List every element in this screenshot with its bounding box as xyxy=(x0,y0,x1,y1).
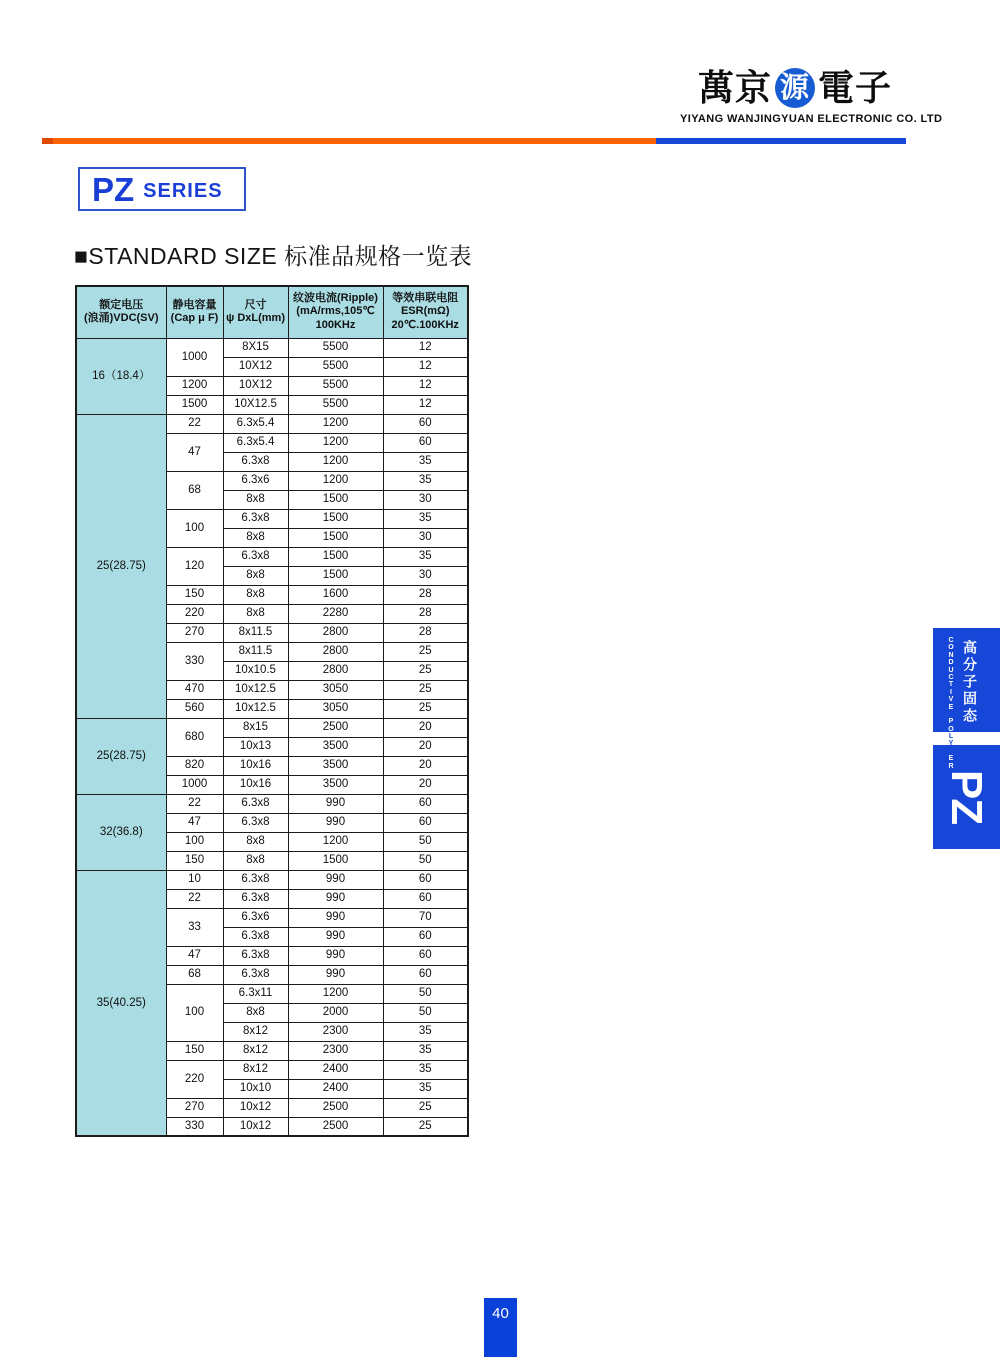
rule-blue-segment xyxy=(656,138,906,144)
esr-cell: 25 xyxy=(383,642,468,661)
ripple-cell: 990 xyxy=(288,927,383,946)
esr-cell: 50 xyxy=(383,851,468,870)
header-rated-voltage: 额定电压 (浪涌)VDC(SV) xyxy=(76,286,166,338)
ripple-cell: 2800 xyxy=(288,661,383,680)
ripple-cell: 1500 xyxy=(288,528,383,547)
esr-cell: 20 xyxy=(383,756,468,775)
esr-cell: 20 xyxy=(383,718,468,737)
esr-cell: 60 xyxy=(383,927,468,946)
esr-cell: 35 xyxy=(383,452,468,471)
size-cell: 8x12 xyxy=(223,1022,288,1041)
size-cell: 8x11.5 xyxy=(223,623,288,642)
voltage-cell: 35(40.25) xyxy=(76,870,166,1136)
ripple-cell: 990 xyxy=(288,813,383,832)
esr-cell: 35 xyxy=(383,471,468,490)
esr-cell: 25 xyxy=(383,699,468,718)
ripple-cell: 5500 xyxy=(288,338,383,357)
ripple-cell: 1500 xyxy=(288,509,383,528)
ripple-cell: 2400 xyxy=(288,1060,383,1079)
ripple-cell: 1600 xyxy=(288,585,383,604)
table-row xyxy=(76,414,468,433)
capacitance-cell: 68 xyxy=(166,471,223,509)
size-cell: 6.3x6 xyxy=(223,908,288,927)
esr-cell: 60 xyxy=(383,813,468,832)
ripple-cell: 2400 xyxy=(288,1079,383,1098)
esr-cell: 60 xyxy=(383,889,468,908)
ripple-cell: 1500 xyxy=(288,566,383,585)
capacitance-cell: 270 xyxy=(166,623,223,642)
size-cell: 8x15 xyxy=(223,718,288,737)
size-cell: 10x10.5 xyxy=(223,661,288,680)
esr-cell: 35 xyxy=(383,547,468,566)
ripple-cell: 1500 xyxy=(288,851,383,870)
esr-cell: 30 xyxy=(383,528,468,547)
logo-text-right: 電子 xyxy=(818,67,893,108)
ripple-cell: 2500 xyxy=(288,1098,383,1117)
series-badge xyxy=(78,167,246,211)
size-cell: 8x12 xyxy=(223,1041,288,1060)
capacitance-cell: 120 xyxy=(166,547,223,585)
capacitance-cell: 560 xyxy=(166,699,223,718)
capacitance-cell: 22 xyxy=(166,794,223,813)
logo-text xyxy=(680,68,910,108)
table-row xyxy=(76,870,468,889)
size-cell: 10X12.5 xyxy=(223,395,288,414)
size-cell: 10x16 xyxy=(223,775,288,794)
capacitance-cell: 150 xyxy=(166,1041,223,1060)
esr-cell: 60 xyxy=(383,946,468,965)
size-cell: 6.3x8 xyxy=(223,509,288,528)
capacitance-cell: 47 xyxy=(166,813,223,832)
esr-cell: 35 xyxy=(383,1041,468,1060)
size-cell: 10x12 xyxy=(223,1098,288,1117)
ripple-cell: 5500 xyxy=(288,376,383,395)
capacitance-cell: 820 xyxy=(166,756,223,775)
size-cell: 6.3x8 xyxy=(223,946,288,965)
esr-cell: 28 xyxy=(383,604,468,623)
ripple-cell: 3050 xyxy=(288,680,383,699)
capacitance-cell: 22 xyxy=(166,414,223,433)
esr-cell: 35 xyxy=(383,1022,468,1041)
size-cell: 6.3x8 xyxy=(223,547,288,566)
capacitance-cell: 1200 xyxy=(166,376,223,395)
size-cell: 10x12.5 xyxy=(223,699,288,718)
ripple-cell: 5500 xyxy=(288,395,383,414)
ripple-cell: 2500 xyxy=(288,1117,383,1136)
rule-cap xyxy=(42,138,53,144)
capacitance-cell: 150 xyxy=(166,851,223,870)
header-esr: 等效串联电阻 ESR(mΩ) 20℃.100KHz xyxy=(383,286,468,338)
size-cell: 6.3x8 xyxy=(223,965,288,984)
side-tab-series-label: PZ xyxy=(942,769,992,825)
ripple-cell: 5500 xyxy=(288,357,383,376)
capacitance-cell: 150 xyxy=(166,585,223,604)
ripple-cell: 2800 xyxy=(288,642,383,661)
size-cell: 8x8 xyxy=(223,851,288,870)
ripple-cell: 1200 xyxy=(288,414,383,433)
side-tab-vertical-text: C O N D U C T I V E P O L Y M E R xyxy=(948,637,954,770)
series-code: PZ xyxy=(92,170,135,208)
esr-cell: 25 xyxy=(383,680,468,699)
capacitance-cell: 330 xyxy=(166,1117,223,1136)
ripple-cell: 1200 xyxy=(288,984,383,1003)
capacitance-cell: 680 xyxy=(166,718,223,756)
logo-text-left: 萬京 xyxy=(697,67,772,108)
size-cell: 6.3x11 xyxy=(223,984,288,1003)
esr-cell: 25 xyxy=(383,661,468,680)
size-cell: 10x12.5 xyxy=(223,680,288,699)
capacitance-cell: 220 xyxy=(166,1060,223,1098)
size-cell: 8x8 xyxy=(223,566,288,585)
rule-orange-segment xyxy=(53,138,656,144)
voltage-cell: 32(36.8) xyxy=(76,794,166,870)
ripple-cell: 1500 xyxy=(288,547,383,566)
esr-cell: 12 xyxy=(383,338,468,357)
voltage-cell: 25(28.75) xyxy=(76,718,166,794)
esr-cell: 25 xyxy=(383,1117,468,1136)
ripple-cell: 1200 xyxy=(288,452,383,471)
esr-cell: 20 xyxy=(383,737,468,756)
capacitance-cell: 100 xyxy=(166,984,223,1041)
header-ripple-current: 纹波电流(Ripple) (mA/rms,105℃ 100KHz xyxy=(288,286,383,338)
size-cell: 8x8 xyxy=(223,1003,288,1022)
esr-cell: 28 xyxy=(383,623,468,642)
esr-cell: 60 xyxy=(383,965,468,984)
size-cell: 8x8 xyxy=(223,585,288,604)
size-cell: 8x12 xyxy=(223,1060,288,1079)
series-suffix: SERIES xyxy=(143,179,223,202)
table-row xyxy=(76,794,468,813)
capacitance-cell: 33 xyxy=(166,908,223,946)
capacitance-cell: 100 xyxy=(166,832,223,851)
capacitance-cell: 270 xyxy=(166,1098,223,1117)
capacitance-cell: 1000 xyxy=(166,775,223,794)
capacitance-cell: 470 xyxy=(166,680,223,699)
ripple-cell: 2300 xyxy=(288,1022,383,1041)
ripple-cell: 2000 xyxy=(288,1003,383,1022)
header-capacitance: 静电容量 (Cap μ F) xyxy=(166,286,223,338)
ripple-cell: 3500 xyxy=(288,775,383,794)
size-cell: 6.3x8 xyxy=(223,870,288,889)
esr-cell: 12 xyxy=(383,395,468,414)
size-cell: 6.3x8 xyxy=(223,889,288,908)
size-cell: 6.3x8 xyxy=(223,927,288,946)
ripple-cell: 2800 xyxy=(288,623,383,642)
standard-size-table xyxy=(75,285,469,1137)
ripple-cell: 1200 xyxy=(288,471,383,490)
esr-cell: 25 xyxy=(383,1098,468,1117)
esr-cell: 20 xyxy=(383,775,468,794)
capacitance-cell: 47 xyxy=(166,433,223,471)
esr-cell: 30 xyxy=(383,490,468,509)
esr-cell: 70 xyxy=(383,908,468,927)
esr-cell: 12 xyxy=(383,376,468,395)
ripple-cell: 2280 xyxy=(288,604,383,623)
size-cell: 8x8 xyxy=(223,528,288,547)
size-cell: 6.3x5.4 xyxy=(223,433,288,452)
ripple-cell: 990 xyxy=(288,965,383,984)
size-cell: 6.3x8 xyxy=(223,452,288,471)
capacitance-cell: 22 xyxy=(166,889,223,908)
esr-cell: 60 xyxy=(383,414,468,433)
size-cell: 8x8 xyxy=(223,832,288,851)
ripple-cell: 990 xyxy=(288,794,383,813)
header-size: 尺寸 ψ DxL(mm) xyxy=(223,286,288,338)
ripple-cell: 3500 xyxy=(288,737,383,756)
ripple-cell: 990 xyxy=(288,908,383,927)
capacitance-cell: 1000 xyxy=(166,338,223,376)
side-tab-chinese-label: 高分子固态 xyxy=(962,640,978,725)
page-title: ■STANDARD SIZE 标准品规格一览表 xyxy=(74,243,473,269)
size-cell: 8x8 xyxy=(223,490,288,509)
ripple-cell: 1200 xyxy=(288,433,383,452)
size-cell: 10x12 xyxy=(223,1117,288,1136)
size-cell: 10x16 xyxy=(223,756,288,775)
esr-cell: 35 xyxy=(383,1079,468,1098)
ripple-cell: 3050 xyxy=(288,699,383,718)
size-cell: 10x13 xyxy=(223,737,288,756)
esr-cell: 50 xyxy=(383,984,468,1003)
esr-cell: 35 xyxy=(383,1060,468,1079)
ripple-cell: 2300 xyxy=(288,1041,383,1060)
size-cell: 8X15 xyxy=(223,338,288,357)
size-cell: 10x10 xyxy=(223,1079,288,1098)
company-name: YIYANG WANJINGYUAN ELECTRONIC CO. LTD xyxy=(680,113,943,125)
voltage-cell: 25(28.75) xyxy=(76,414,166,718)
table-header-row xyxy=(76,286,468,338)
voltage-cell: 16（18.4） xyxy=(76,338,166,414)
logo-circle-icon: 源 xyxy=(775,68,815,108)
ripple-cell: 3500 xyxy=(288,756,383,775)
size-cell: 6.3x8 xyxy=(223,813,288,832)
size-cell: 8x11.5 xyxy=(223,642,288,661)
size-cell: 6.3x5.4 xyxy=(223,414,288,433)
capacitance-cell: 47 xyxy=(166,946,223,965)
ripple-cell: 2500 xyxy=(288,718,383,737)
size-cell: 10X12 xyxy=(223,376,288,395)
size-cell: 8x8 xyxy=(223,604,288,623)
capacitance-cell: 100 xyxy=(166,509,223,547)
ripple-cell: 990 xyxy=(288,889,383,908)
table-row xyxy=(76,338,468,357)
capacitance-cell: 220 xyxy=(166,604,223,623)
esr-cell: 35 xyxy=(383,509,468,528)
esr-cell: 30 xyxy=(383,566,468,585)
capacitance-cell: 330 xyxy=(166,642,223,680)
company-logo xyxy=(680,67,943,125)
ripple-cell: 1500 xyxy=(288,490,383,509)
standard-size-table-body xyxy=(76,338,468,1136)
esr-cell: 60 xyxy=(383,433,468,452)
capacitance-cell: 1500 xyxy=(166,395,223,414)
esr-cell: 12 xyxy=(383,357,468,376)
esr-cell: 28 xyxy=(383,585,468,604)
ripple-cell: 990 xyxy=(288,946,383,965)
table-row xyxy=(76,718,468,737)
capacitance-cell: 68 xyxy=(166,965,223,984)
esr-cell: 60 xyxy=(383,794,468,813)
size-cell: 6.3x8 xyxy=(223,794,288,813)
esr-cell: 60 xyxy=(383,870,468,889)
ripple-cell: 1200 xyxy=(288,832,383,851)
esr-cell: 50 xyxy=(383,1003,468,1022)
capacitance-cell: 10 xyxy=(166,870,223,889)
size-cell: 10X12 xyxy=(223,357,288,376)
page-number: 40 xyxy=(484,1298,517,1357)
size-cell: 6.3x6 xyxy=(223,471,288,490)
ripple-cell: 990 xyxy=(288,870,383,889)
esr-cell: 50 xyxy=(383,832,468,851)
